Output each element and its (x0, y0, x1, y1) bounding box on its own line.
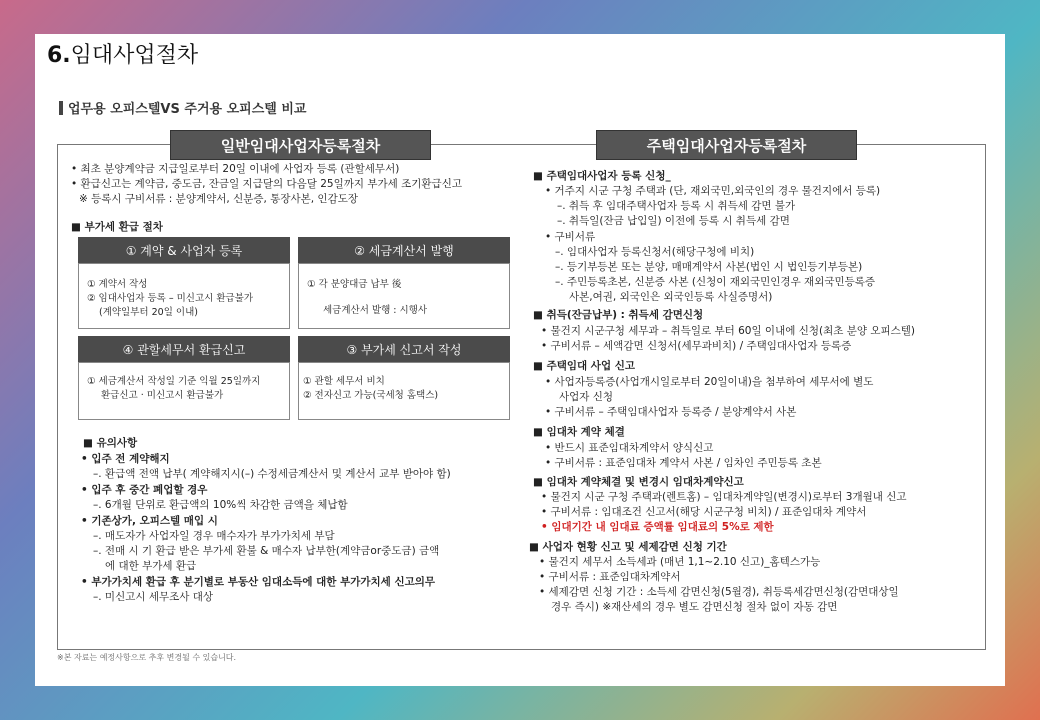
note-line: –. 매도자가 사업자일 경우 매수자가 부가가치세 부담 (93, 530, 335, 542)
right-line: • 구비서류 (545, 231, 596, 243)
step-3-box (298, 362, 510, 420)
note-line: –. 미신고시 세무조사 대상 (93, 591, 214, 603)
slide (35, 34, 1005, 686)
step-2-line: 세금계산서 발행 : 시행사 (323, 305, 428, 316)
note-line: –. 6개월 단위로 환급액의 10%씩 차감한 금액을 체납함 (93, 499, 348, 511)
right-line: • 거주지 시군 구청 주택과 (단, 재외국민,외국인의 경우 물건지에서 등록) (545, 185, 881, 197)
left-intro-line: • 환급신고는 계약금, 중도금, 잔금일 지급달의 다음달 25일까지 부가세 조기환급신고 (71, 178, 462, 190)
step-1-box (78, 263, 290, 329)
note-line: • 부가가치세 환급 후 분기별로 부동산 임대소득에 대한 부가가치세 신고의무 (81, 576, 436, 588)
footnote: ※본 자료는 예정사항으로 추후 변경될 수 있습니다. (57, 653, 237, 662)
step-4-box (78, 362, 290, 420)
right-line: ■ 주택임대사업자 등록 신청_ (533, 170, 671, 182)
step-1-line: ② 임대사업자 등록 – 미신고시 환급불가 (87, 293, 254, 304)
note-line: • 기존상가, 오피스텔 매입 시 (81, 515, 218, 527)
step-1-header: ① 계약 & 사업자 등록 (78, 237, 290, 263)
step-1-line: (계약일부터 20일 이내) (99, 307, 198, 318)
right-line-highlight: • 임대기간 내 임대료 증액률 임대료의 5%로 제한 (541, 521, 774, 533)
right-line: ■ 임대차 계약 체결 (533, 426, 625, 438)
left-intro-line: • 최초 분양계약금 지급일로부터 20일 이내에 사업자 등록 (관할세무서) (71, 163, 400, 175)
right-line: • 반드시 표준임대차계약서 양식신고 (545, 442, 714, 454)
right-line: • 세제감면 신청 기간 : 소득세 감면신청(5월경), 취등록세감면신청(감면대상일 (539, 586, 899, 598)
right-line: • 구비서류 : 표준임대차계약서 (539, 571, 681, 583)
right-line: • 구비서류 – 주택임대사업자 등록증 / 분양계약서 사본 (545, 406, 797, 418)
right-line: –. 등기부등본 또는 분양, 매매계약서 사본(법인 시 법인등기부등본) (555, 261, 863, 273)
right-line: ■ 주택임대 사업 신고 (533, 360, 636, 372)
right-line: ■ 취득(잔금납부) : 취득세 감면신청 (533, 309, 704, 321)
left-header: 일반임대사업자등록절차 (170, 130, 431, 160)
step-4-header: ④ 관할세무서 환급신고 (78, 336, 290, 362)
right-line: • 물건지 세무서 소득세과 (매년 1,1~2.10 신고)_홈텍스가능 (539, 556, 821, 568)
right-line: ■ 임대차 계약체결 및 변경시 임대차계약신고 (533, 476, 744, 488)
title-text: 임대사업절차 (70, 43, 199, 68)
step-1-line: ① 계약서 작성 (87, 279, 148, 290)
right-line: –. 취득일(잔금 납입일) 이전에 등록 시 취득세 감면 (557, 215, 790, 227)
note-line: 에 대한 부가세 환급 (105, 560, 197, 572)
step-4-line: ① 세금계산서 작성일 기준 익월 25일까지 (87, 376, 261, 387)
right-line: • 구비서류 – 세액감면 신청서(세무과비치) / 주택임대사업자 등록증 (541, 340, 852, 352)
step-3-line: ② 전자신고 가능(국세청 홈택스) (303, 390, 439, 401)
right-line: • 구비서류 : 임대조건 신고서(해당 시군구청 비치) / 표준임대차 계약서 (541, 506, 867, 518)
note-line: –. 전매 시 기 환급 받은 부가세 환불 & 매수자 납부한(계약금or중도금) 금액 (93, 545, 440, 557)
note-line: • 입주 전 계약해지 (81, 453, 170, 465)
right-line: –. 임대사업자 등록신청서(해당구청에 비치) (555, 246, 755, 258)
heading-bar (59, 101, 63, 115)
refund-title: ■ 부가세 환급 절차 (71, 221, 163, 233)
notes-title: ■ 유의사항 (83, 437, 138, 449)
step-2-header: ② 세금계산서 발행 (298, 237, 510, 263)
step-2-line: ① 각 분양대금 납부 後 (307, 279, 402, 290)
section-heading-text: 업무용 오피스텔VS 주거용 오피스텔 비교 (68, 102, 307, 117)
right-line: • 사업자등록증(사업개시일로부터 20일이내)을 첨부하여 세무서에 별도 (545, 376, 874, 388)
right-line: • 물건지 시군구청 세무과 – 취득일로 부터 60일 이내에 신청(최초 분양 오피스텔) (541, 325, 915, 337)
title-number: 6. (47, 43, 71, 68)
left-intro-line: ※ 등록시 구비서류 : 분양계약서, 신분증, 통장사본, 인감도장 (79, 193, 358, 205)
slide-title (47, 38, 198, 69)
section-heading (59, 98, 306, 117)
right-line: • 구비서류 : 표준임대차 계약서 사본 / 임차인 주민등록 초본 (545, 457, 822, 469)
right-line: 사본,여권, 외국인은 외국인등록 사실증명서) (569, 291, 773, 303)
step-4-line: 환급신고 · 미신고시 환급불가 (101, 390, 224, 401)
step-3-line: ① 관할 세무서 비치 (303, 376, 385, 387)
right-line: ■ 사업자 현황 신고 및 세제감면 신청 기간 (529, 541, 727, 553)
right-header: 주택임대사업자등록절차 (596, 130, 857, 160)
step-3-header: ③ 부가세 신고서 작성 (298, 336, 510, 362)
right-line: –. 취득 후 임대주택사업자 등록 시 취득세 감면 불가 (557, 200, 796, 212)
note-line: • 입주 후 중간 폐업할 경우 (81, 484, 208, 496)
right-line: • 물건지 시군 구청 주택과(렌트홈) – 임대차계약일(변경시)로부터 3개월내 신고 (541, 491, 907, 503)
step-2-box (298, 263, 510, 329)
right-line: 경우 즉시) ※재산세의 경우 별도 감면신청 절차 없이 자동 감면 (551, 601, 838, 613)
note-line: –. 환급액 전액 납부( 계약해지시(–) 수정세금계산서 및 계산서 교부 받아야 함) (93, 468, 451, 480)
right-line: 사업자 신청 (559, 391, 614, 403)
right-line: –. 주민등록초본, 신분증 사본 (신청이 재외국민인경우 재외국민등록증 (555, 276, 876, 288)
